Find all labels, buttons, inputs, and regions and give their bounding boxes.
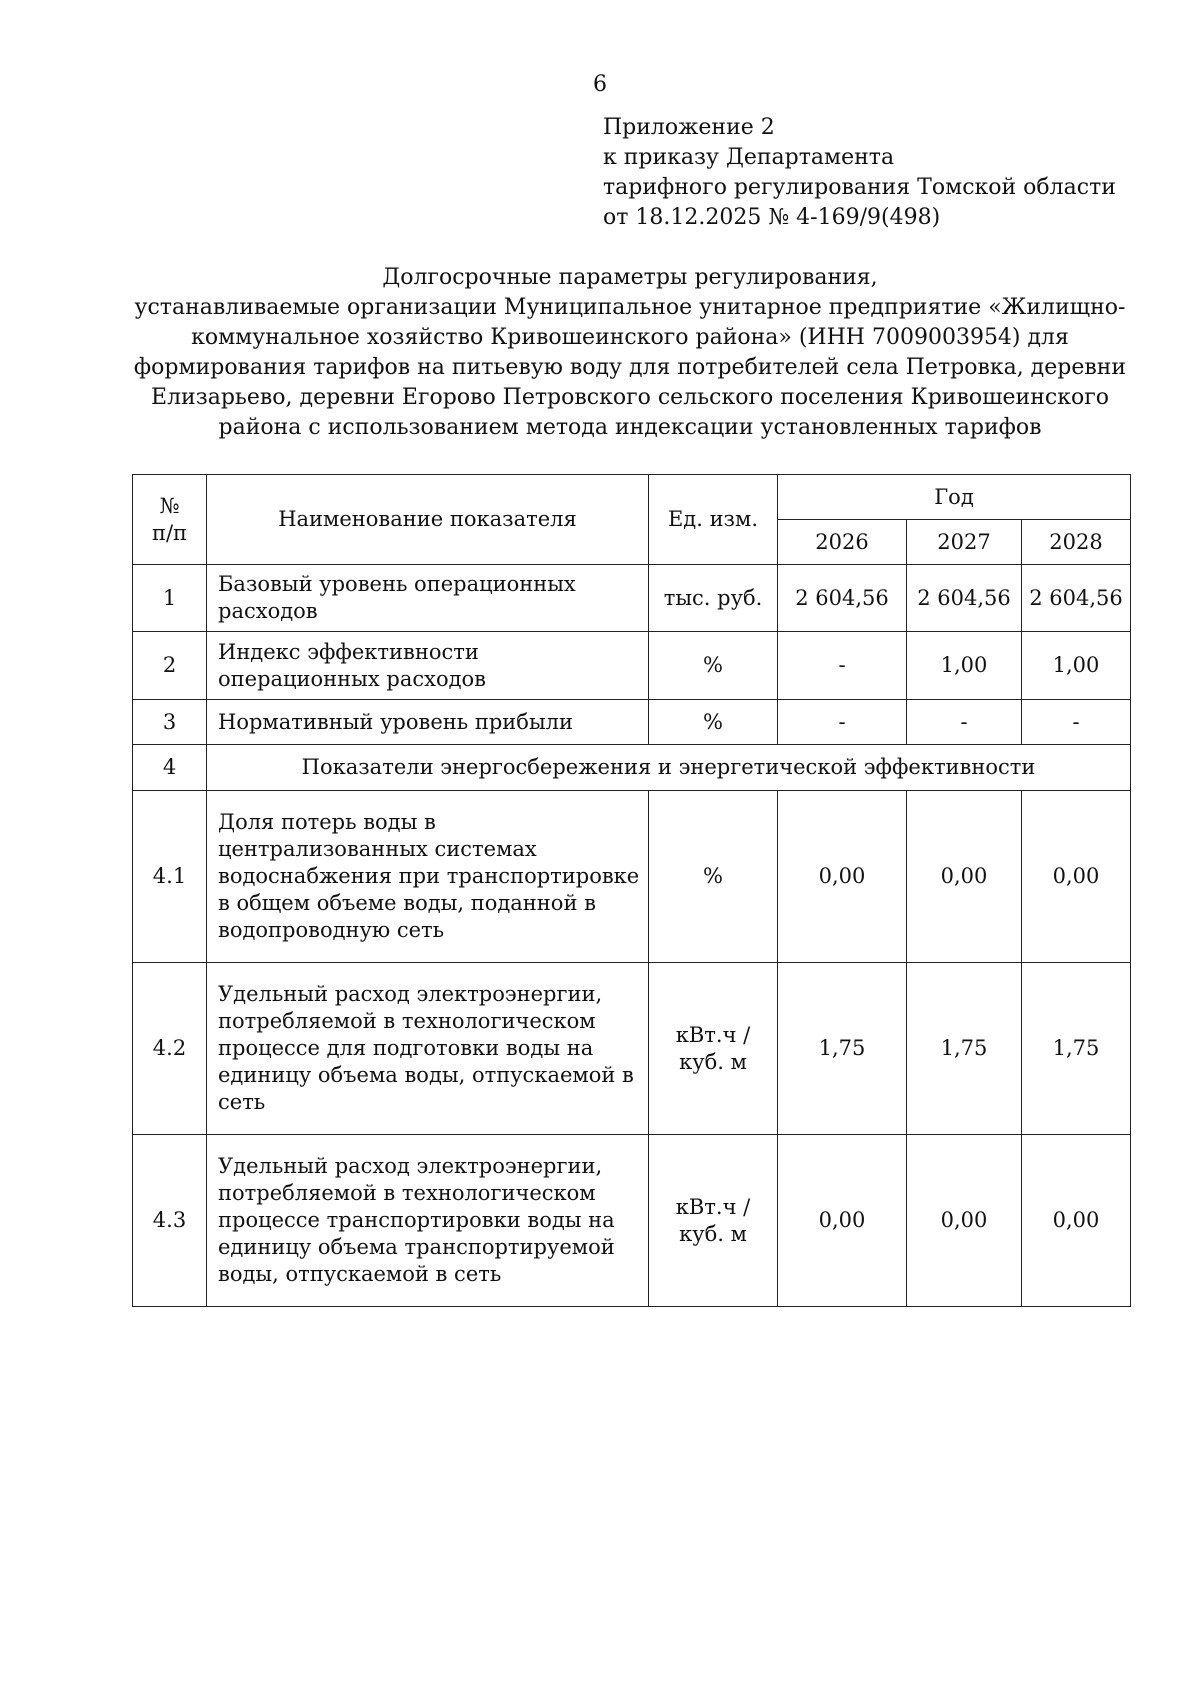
header-name: Наименование показателя [207, 475, 649, 565]
row-name: Доля потерь воды в централизованных системах водоснабжения при транспортировке в общем объеме воды, поданной в водопроводную сеть [207, 791, 649, 963]
appendix-line: тарифного регулирования Томской области [603, 175, 1116, 200]
table-row [133, 632, 1131, 700]
table-row [133, 700, 1131, 745]
row-name: Нормативный уровень прибыли [207, 700, 649, 745]
row-number: 2 [133, 632, 207, 700]
title-line: района с использованием метода индексации установленных тарифов [218, 415, 1042, 440]
document-title [130, 263, 1130, 443]
row-unit: % [649, 632, 778, 700]
page-number: 6 [593, 72, 607, 97]
row-unit: тыс. руб. [649, 565, 778, 632]
row-value: 1,00 [907, 632, 1022, 700]
appendix-line: от 18.12.2025 № 4-169/9(498) [603, 205, 941, 230]
section-row [133, 745, 1131, 791]
header-number [133, 475, 207, 565]
row-unit: кВт.ч / куб. м [649, 963, 778, 1135]
header-unit: Ед. изм. [649, 475, 778, 565]
row-name: Базовый уровень операционных расходов [207, 565, 649, 632]
table-row [133, 565, 1131, 632]
row-value: 2 604,56 [907, 565, 1022, 632]
section-title: Показатели энергосбережения и энергетической эффективности [207, 745, 1131, 791]
parameters-table [132, 474, 1131, 1307]
header-year-cell: 2026 [778, 520, 907, 565]
title-line: Долгосрочные параметры регулирования, [382, 265, 878, 290]
header-year-cell: 2027 [907, 520, 1022, 565]
header-year: Год [778, 475, 1131, 520]
row-number: 4.3 [133, 1135, 207, 1307]
row-value: - [907, 700, 1022, 745]
row-value: - [778, 700, 907, 745]
title-line: Елизарьево, деревни Егорово Петровского сельского поселения Кривошеинского [151, 385, 1109, 410]
row-value: 0,00 [1022, 1135, 1131, 1307]
row-value: 0,00 [778, 1135, 907, 1307]
row-name: Удельный расход электроэнергии, потребляемой в технологическом процессе транспортировки воды на единицу объема транспортируемой воды, отпускаемой в сеть [207, 1135, 649, 1307]
row-unit: кВт.ч / куб. м [649, 1135, 778, 1307]
row-value: 2 604,56 [778, 565, 907, 632]
appendix-line: Приложение 2 [603, 115, 775, 140]
row-value: 1,75 [1022, 963, 1131, 1135]
title-line: коммунальное хозяйство Кривошеинского района» (ИНН 7009003954) для [191, 325, 1069, 350]
title-line: формирования тарифов на питьевую воду для потребителей села Петровка, деревни [133, 355, 1127, 380]
row-unit: % [649, 700, 778, 745]
row-value: 0,00 [907, 791, 1022, 963]
row-value: 2 604,56 [1022, 565, 1131, 632]
row-value: - [778, 632, 907, 700]
row-value: 0,00 [778, 791, 907, 963]
table-row [133, 1135, 1131, 1307]
appendix-line: к приказу Департамента [603, 145, 895, 170]
table-row [133, 963, 1131, 1135]
row-number: 4.2 [133, 963, 207, 1135]
row-number: 4.1 [133, 791, 207, 963]
row-value: 0,00 [1022, 791, 1131, 963]
header-number-symbol: № [159, 493, 180, 518]
table-row [133, 791, 1131, 963]
row-name: Индекс эффективности операционных расходов [207, 632, 649, 700]
row-value: 1,75 [907, 963, 1022, 1135]
row-value: 1,75 [778, 963, 907, 1135]
row-name: Удельный расход электроэнергии, потребляемой в технологическом процессе для подготовки воды на единицу объема воды, отпускаемой в сеть [207, 963, 649, 1135]
row-number: 1 [133, 565, 207, 632]
header-number-abbr: п/п [151, 520, 188, 545]
header-year-cell: 2028 [1022, 520, 1131, 565]
row-value: 0,00 [907, 1135, 1022, 1307]
title-line: устанавливаемые организации Муниципальное унитарное предприятие «Жилищно- [134, 295, 1126, 320]
header-row [133, 475, 1131, 520]
row-unit: % [649, 791, 778, 963]
row-value: - [1022, 700, 1131, 745]
row-number: 3 [133, 700, 207, 745]
appendix-reference [603, 113, 1116, 233]
row-number: 4 [133, 745, 207, 791]
row-value: 1,00 [1022, 632, 1131, 700]
